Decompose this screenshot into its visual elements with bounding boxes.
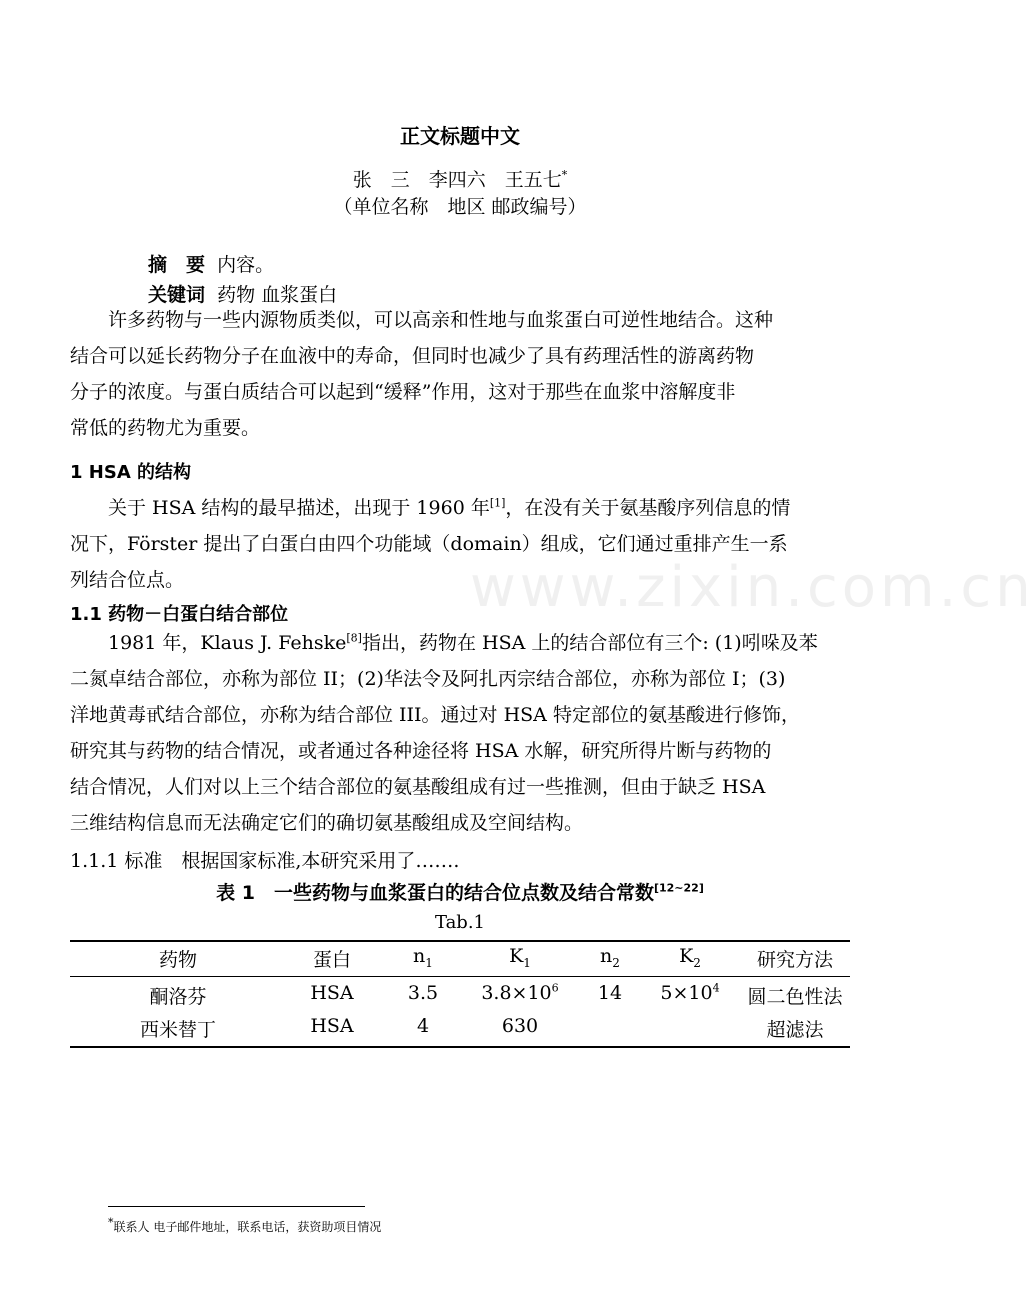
subscript: 2 [612, 955, 620, 970]
value: 5×10 [660, 982, 713, 1004]
footnote [108, 1218, 381, 1235]
citation-ref: [12~22] [653, 881, 704, 895]
table-caption-text: 表 1 一些药物与血浆蛋白的结合位点数及结合常数 [216, 882, 654, 904]
affiliation: （单位名称 地区 邮政编号） [333, 196, 587, 218]
table-cell-method: 超滤法 [766, 1019, 824, 1041]
table-cell-n2: 14 [597, 982, 623, 1004]
footnote-text: 联系人 电子邮件地址，联系电话，获资助项目情况 [113, 1220, 382, 1234]
section-1-1-line: 二氮卓结合部位，亦称为部位 II；(2)华法令及阿扎丙宗结合部位，亦称为部位 I；(3) [70, 668, 786, 690]
table-cell-method: 圆二色性法 [747, 986, 843, 1008]
table-top-rule [70, 940, 850, 942]
abstract-text: 内容。 [217, 254, 275, 276]
intro-line: 常低的药物尤为重要。 [70, 417, 261, 439]
abstract-line [148, 250, 274, 277]
table-cell-n1: 3.5 [407, 982, 439, 1004]
section-1-1-line: 三维结构信息而无法确定它们的确切氨基酸组成及空间结构。 [70, 812, 584, 834]
footnote-mark: * [108, 1216, 114, 1229]
value: 3.8×10 [481, 982, 552, 1004]
symbol: K [679, 945, 694, 967]
table-cell-drug: 酮洛芬 [149, 986, 207, 1008]
table-header-k1 [470, 945, 570, 970]
text-run: 指出，药物在 HSA 上的结合部位有三个: (1)吲哚及苯 [361, 632, 818, 654]
abstract-label: 摘 要 [148, 254, 206, 276]
footnote-separator [108, 1206, 365, 1207]
table-bottom-rule [70, 1046, 850, 1048]
section-1-1-paragraph [70, 625, 850, 841]
citation-ref: [8] [346, 631, 362, 645]
authors: 张 三 李四六 王五七 [352, 169, 562, 191]
table-header-k2 [650, 945, 730, 970]
table-header-n2 [580, 945, 640, 970]
value: 630 [501, 1015, 539, 1037]
table-header-method: 研究方法 [756, 949, 833, 971]
table-cell-n1: 4 [416, 1015, 430, 1037]
keywords-label: 关键词 [148, 284, 206, 306]
symbol: n [413, 945, 426, 967]
section-1-1-1-line: 1.1.1 标准 根据国家标准,本研究采用了……. [70, 850, 460, 872]
citation-ref: [1] [489, 496, 506, 510]
table-header-protein: 蛋白 [312, 949, 351, 971]
section-1-heading: 1 HSA 的结构 [70, 462, 192, 483]
section-1-1-line: 结合情况，人们对以上三个结合部位的氨基酸组成有过一些推测，但由于缺乏 HSA [70, 776, 766, 798]
paper-title: 正文标题中文 [400, 124, 520, 148]
table-cell-k1 [470, 982, 570, 1004]
section-1-1-line: 研究其与药物的结合情况，或者通过各种途径将 HSA 水解，研究所得片断与药物的 [70, 740, 772, 762]
exponent: 6 [551, 981, 559, 995]
subscript: 1 [425, 955, 433, 970]
section-1-line: 列结合位点。 [70, 569, 185, 591]
table-cell-k1 [470, 1015, 570, 1037]
intro-line: 分子的浓度。与蛋白质结合可以起到“缓释”作用，这对于那些在血浆中溶解度非 [70, 381, 736, 403]
text-run: 关于 HSA 结构的最早描述，出现于 1960 年 [108, 497, 490, 519]
section-1-paragraph [70, 490, 850, 598]
symbol: n [600, 945, 613, 967]
keywords-text: 药物 血浆蛋白 [217, 284, 338, 306]
table-caption [0, 878, 920, 905]
intro-line: 许多药物与一些内源物质类似，可以高亲和性地与血浆蛋白可逆性地结合。这种 [108, 309, 774, 331]
table-cell-protein: HSA [310, 982, 354, 1004]
section-1-1-line: 洋地黄毒甙结合部位，亦称为结合部位 III。通过对 HSA 特定部位的氨基酸进行修饰， [70, 704, 800, 726]
table-header-n1 [393, 945, 453, 970]
section-1-1-line [70, 625, 850, 661]
section-1-line [70, 490, 850, 526]
text-run: ，在没有关于氨基酸序列信息的情 [505, 497, 791, 519]
subscript: 1 [523, 955, 531, 970]
symbol: K [509, 945, 524, 967]
corresponding-author-mark: * [561, 168, 568, 182]
text-run: 1981 年，Klaus J. Fehske [108, 632, 347, 654]
subscript: 2 [693, 955, 701, 970]
section-1-1-heading: 1.1 药物－白蛋白结合部位 [70, 604, 289, 625]
table-header-drug: 药物 [158, 949, 197, 971]
watermark: www.zixin.com.cn [470, 555, 1035, 620]
intro-line: 结合可以延长药物分子在血液中的寿命，但同时也减少了具有药理活性的游离药物 [70, 345, 755, 367]
exponent: 4 [712, 981, 720, 995]
table-cell-protein: HSA [310, 1015, 354, 1037]
intro-paragraph [70, 302, 850, 446]
table-header-rule [70, 976, 850, 977]
table-cell-k2 [650, 982, 730, 1004]
section-1-line: 况下，Förster 提出了白蛋白由四个功能域（domain）组成，它们通过重排产生一系 [70, 533, 788, 555]
authors-line [0, 165, 920, 192]
table-subcaption: Tab.1 [434, 912, 486, 933]
table-cell-drug: 西米替丁 [139, 1019, 216, 1041]
